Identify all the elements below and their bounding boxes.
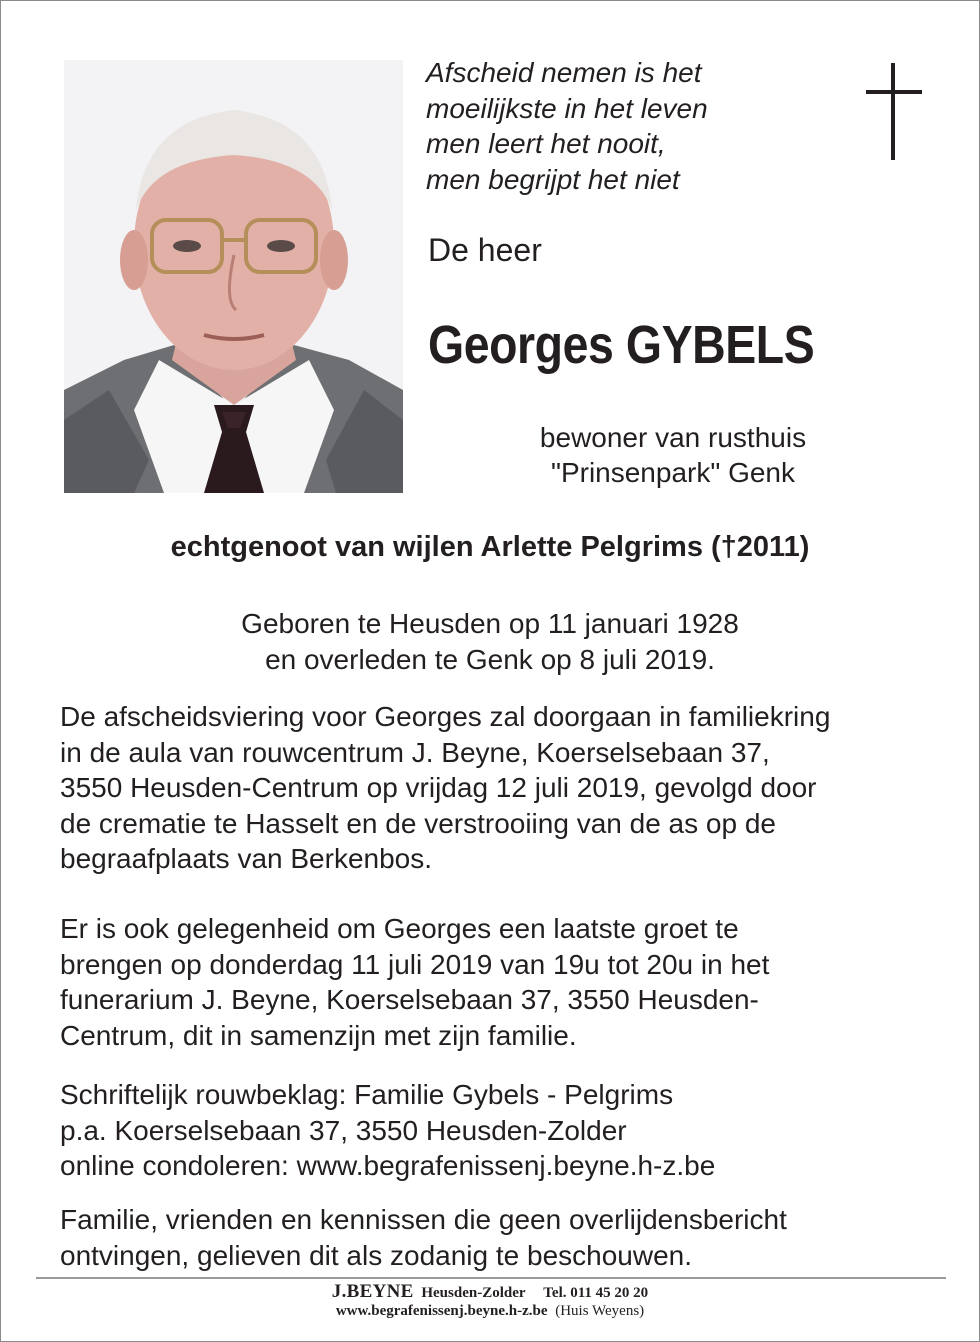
funeral-home-website: www.begrafenissenj.beyne.h-z.be (335, 1303, 548, 1319)
salutation: De heer (428, 232, 542, 268)
birth-line: Geboren te Heusden op 11 januari 1928 (241, 608, 739, 639)
condolences-line: online condoleren: www.begrafenissenj.beyne.h-z.be (60, 1150, 716, 1181)
birth-death-dates (1, 606, 979, 677)
residence-line: bewoner van rusthuis (539, 422, 807, 453)
poem-line: men leert het nooit, (426, 128, 666, 159)
visitation-line: funerarium J. Beyne, Koerselsebaan 37, 3550 Heusden- (60, 984, 759, 1015)
deceased-name: Georges GYBELS (428, 315, 815, 375)
funeral-home-phone: Tel. 011 45 20 20 (543, 1285, 649, 1301)
notice-line: Familie, vrienden en kennissen die geen overlijdensbericht (60, 1204, 787, 1235)
poem (426, 55, 846, 197)
condolences-paragraph (60, 1077, 940, 1184)
poem-line: moeilijkste in het leven (426, 92, 708, 124)
visitation-line: brengen op donderdag 11 juli 2019 van 19u tot 20u in het (60, 948, 770, 980)
portrait-illustration (64, 60, 403, 493)
ceremony-line: in de aula van rouwcentrum J. Beyne, Koerselsebaan 37, (60, 736, 770, 768)
funeral-home-suffix: (Huis Weyens) (555, 1303, 645, 1319)
funeral-home-town: Heusden-Zolder (421, 1285, 526, 1301)
residence (463, 420, 883, 490)
visitation-paragraph (60, 911, 940, 1053)
visitation-line: Er is ook gelegenheid om Georges een laatste groet te (60, 913, 739, 944)
spouse-line: echtgenoot van wijlen Arlette Pelgrims (†2011) (170, 531, 810, 563)
ceremony-line: 3550 Heusden-Centrum op vrijdag 12 juli 2019, gevolgd door (60, 772, 817, 803)
funeral-home-footer (1, 1283, 979, 1320)
visitation-line: Centrum, dit in samenzijn met zijn familie. (60, 1019, 577, 1051)
notice-paragraph (60, 1202, 940, 1273)
condolences-line: Schriftelijk rouwbeklag: Familie Gybels - Pelgrims (60, 1079, 674, 1110)
poem-line: men begrijpt het niet (426, 163, 680, 195)
footer-line-2 (1, 1302, 979, 1320)
ceremony-line: de crematie te Hasselt en de verstrooiing van de as op de (60, 807, 776, 839)
notice-line: ontvingen, gelieven dit als zodanig te beschouwen. (60, 1239, 692, 1271)
footer-line-1 (1, 1283, 979, 1302)
funeral-home-brand: J.BEYNE (331, 1281, 414, 1302)
condolences-line: p.a. Koerselsebaan 37, 3550 Heusden-Zolder (60, 1114, 627, 1146)
poem-line: Afscheid nemen is het (426, 57, 702, 88)
ceremony-line: begraafplaats van Berkenbos. (60, 843, 433, 874)
latin-cross-icon (863, 63, 925, 161)
death-line: en overleden te Genk op 8 juli 2019. (265, 643, 715, 675)
portrait-photo (64, 60, 403, 493)
residence-line: "Prinsenpark" Genk (551, 457, 795, 488)
ceremony-line: De afscheidsviering voor Georges zal doorgaan in familiekring (60, 701, 831, 732)
footer-divider (36, 1277, 946, 1279)
ceremony-paragraph (60, 699, 940, 877)
